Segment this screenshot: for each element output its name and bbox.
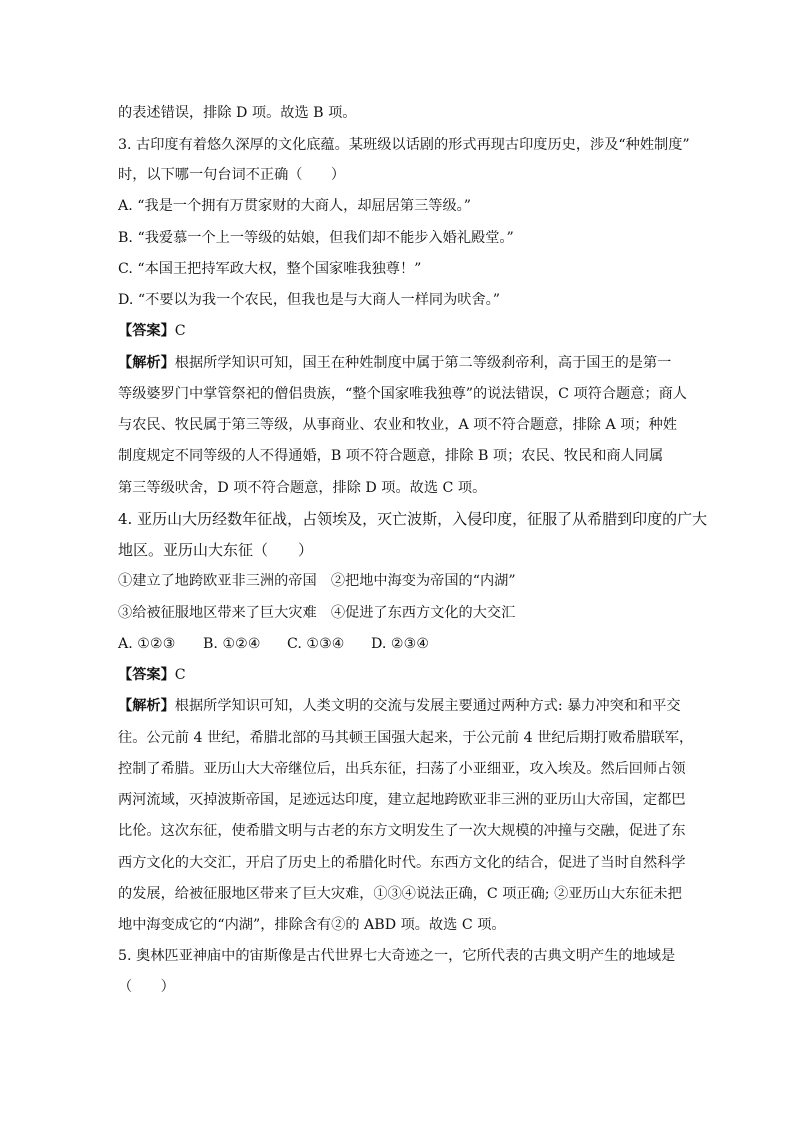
q4-analysis-line-1 [118, 696, 681, 716]
q3-analysis-line-3: 与农民、牧民属于第三等级，从事商业、农业和牧业，A 项不符合题意，排除 A 项；种姓 [118, 417, 677, 433]
q3-stem-line-1: 3. 古印度有着悠久深厚的文化底蕴。某班级以话剧的形式再现古印度历史，涉及“种姓制度” [118, 137, 690, 153]
q3-analysis-line-5: 第三等级吠舍，D 项不符合题意，排除 D 项。故选 C 项。 [118, 480, 487, 496]
q5-stem-line-1: 5. 奥林匹亚神庙中的宙斯像是古代世界七大奇迹之一，它所代表的古典文明产生的地域是 [118, 948, 676, 964]
q3-analysis-line-1 [118, 353, 671, 373]
q4-option-a: A. ①②③ [118, 636, 176, 652]
q4-analysis-line-6: 西方文化的大交汇，开启了历史上的希腊化时代。东西方文化的结合，促进了当时自然科学 [118, 855, 686, 871]
q4-analysis-line-5: 比伦。这次东征，使希腊文明与古老的东方文明发生了一次大规模的冲撞与交融，促进了东 [118, 823, 686, 839]
q4-items-line-2: ③给被征服地区带来了巨大灾难 ④促进了东西方文化的大交汇 [118, 605, 516, 621]
q3-stem-line-2: 时，以下哪一句台词不正确（ ） [118, 167, 346, 183]
q4-analysis-line-2: 往。公元前 4 世纪，希腊北部的马其顿王国强大起来，于公元前 4 世纪后期打败希腊联军， [118, 730, 694, 746]
q3-answer-line [118, 321, 186, 341]
q5-stem-line-2: （ ） [118, 979, 175, 995]
q3-option-c: C. “本国王把持军政大权，整个国家唯我独尊！” [118, 261, 422, 277]
q3-answer-value: C [174, 323, 186, 339]
q4-answer-value: C [174, 667, 186, 683]
q4-analysis-line-8: 地中海变成它的“内湖”，排除含有②的 ABD 项。故选 C 项。 [118, 917, 506, 933]
answer-label: 【答案】 [118, 323, 175, 339]
q4-answer-line [118, 665, 186, 685]
q4-option-c: C. ①③④ [287, 636, 345, 652]
q4-stem-line-2: 地区。亚历山大东征（ ） [118, 541, 314, 559]
q4-analysis-line-3: 控制了希腊。亚历山大大帝继位后，出兵东征，扫荡了小亚细亚，攻入埃及。然后回师占领 [118, 761, 686, 777]
q4-option-d: D. ②③④ [371, 636, 430, 652]
analysis-label: 【解析】 [118, 355, 175, 371]
q4-analysis-line-7: 的发展，给被征服地区带来了巨大灾难，①③④说法正确，C 项正确; ②亚历山大东征未把 [118, 886, 682, 902]
q3-analysis-line-4: 制度规定不同等级的人不得通婚，B 项不符合题意，排除 B 项；农民、牧民和商人同属 [118, 448, 664, 464]
q3-option-d: D. “不要以为我一个农民，但我也是与大商人一样同为吠舍。” [118, 292, 500, 308]
q4-option-b: B. ①②④ [203, 636, 261, 652]
q4-stem-line-1: 4. 亚历山大历经数年征战，占领埃及，灭亡波斯，入侵印度，征服了从希腊到印度的广大 [118, 510, 708, 528]
previous-answer-tail: 的表述错误，排除 D 项。故选 B 项。 [118, 105, 357, 121]
analysis-label: 【解析】 [118, 698, 175, 714]
answer-label: 【答案】 [118, 667, 175, 683]
q3-option-a: A. “我是一个拥有万贯家财的大商人，却屈居第三等级。” [118, 198, 471, 214]
q3-option-b: B. “我爱慕一个上一等级的姑娘，但我们却不能步入婚礼殿堂。” [118, 230, 514, 246]
q4-items-line-1: ①建立了地跨欧亚非三洲的帝国 ②把地中海变为帝国的“内湖” [118, 573, 516, 589]
q3-analysis-text-1: 根据所学知识可知，国王在种姓制度中属于第二等级刹帝利，高于国王的是第一 [174, 355, 672, 371]
q3-analysis-line-2: 等级婆罗门中掌管祭祀的僧侣贵族，“整个国家唯我独尊”的说法错误，C 项符合题意；商人 [118, 386, 687, 402]
q4-analysis-text-1: 根据所学知识可知，人类文明的交流与发展主要通过两种方式: 暴力冲突和和平交 [174, 698, 681, 714]
q4-analysis-line-4: 两河流域，灭掉波斯帝国，足迹远达印度，建立起地跨欧亚非三洲的亚历山大帝国，定都巴 [118, 792, 686, 808]
